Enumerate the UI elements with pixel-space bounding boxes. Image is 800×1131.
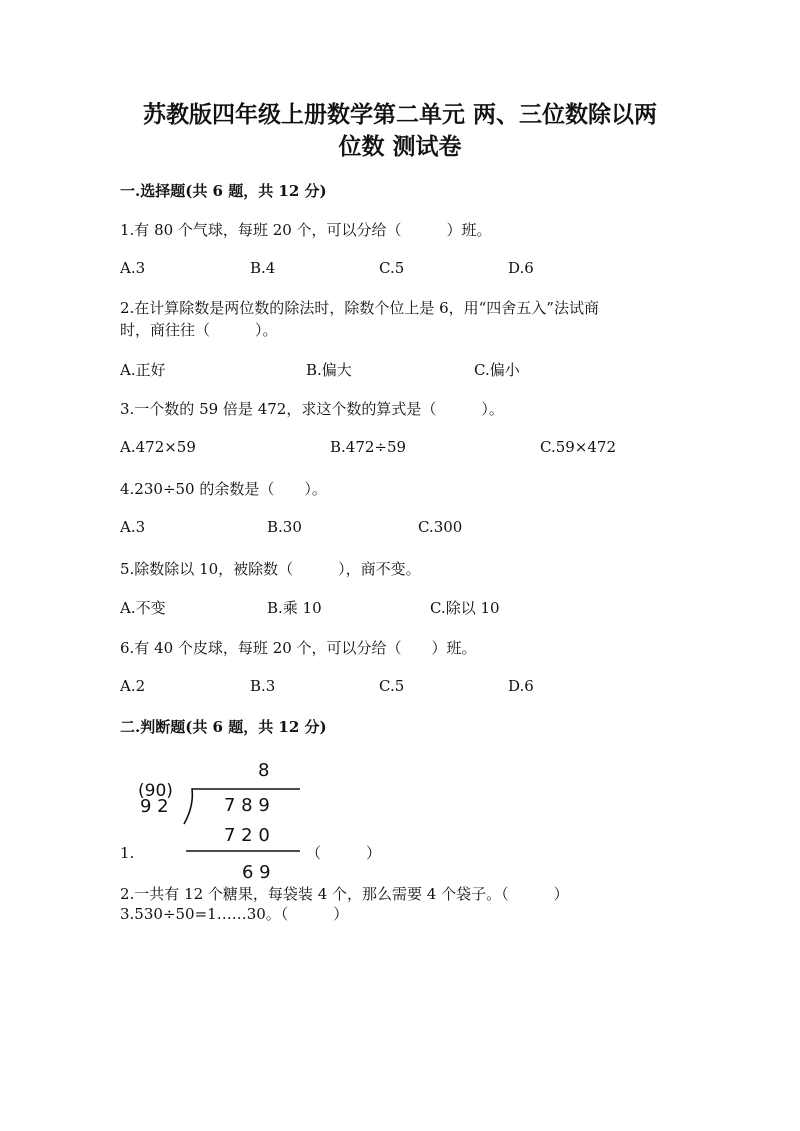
page-title-line1: 苏教版四年级上册数学第二单元 两、三位数除以两	[142, 101, 657, 128]
question-5-option-a: A.不变	[120, 599, 166, 617]
question-3-stem: 3.一个数的 59 倍是 472，求这个数的算式是（ ）。	[120, 400, 504, 418]
question-2-option-b: B.偏大	[306, 361, 352, 379]
judgement-1-number: 1.	[120, 844, 135, 862]
section-heading-judgement: 二.判断题(共 6 题，共 12 分)	[120, 718, 327, 736]
judgement-3: 3.530÷50=1……30。（ ）	[120, 905, 349, 923]
question-6-stem: 6.有 40 个皮球，每班 20 个，可以分给（ ）班。	[120, 639, 477, 657]
division-remainder: 6 9	[242, 862, 271, 883]
question-4-stem: 4.230÷50 的余数是（ ）。	[120, 480, 327, 498]
question-1-stem: 1.有 80 个气球，每班 20 个，可以分给（ ）班。	[120, 221, 492, 239]
question-6-option-b: B.3	[250, 677, 276, 695]
judgement-1-blank: （ ）	[306, 844, 382, 862]
question-4-option-c: C.300	[418, 518, 463, 536]
division-dividend: 7 8 9	[224, 795, 270, 816]
question-5-option-c: C.除以 10	[430, 599, 500, 617]
question-6-option-a: A.2	[120, 677, 146, 695]
question-3-option-c: C.59×472	[540, 438, 616, 456]
question-2-option-a: A.正好	[120, 361, 166, 379]
question-1-option-a: A.3	[120, 259, 146, 277]
question-2-option-c: C.偏小	[474, 361, 520, 379]
division-estimate: (90)	[138, 781, 173, 801]
question-5-stem: 5.除数除以 10，被除数（ ），商不变。	[120, 560, 421, 578]
question-5-option-b: B.乘 10	[267, 599, 322, 617]
question-1-option-b: B.4	[250, 259, 276, 277]
question-3-option-b: B.472÷59	[330, 438, 407, 456]
section-heading-choice: 一.选择题(共 6 题，共 12 分)	[120, 182, 327, 200]
question-1-option-d: D.6	[508, 259, 534, 277]
long-division-figure	[128, 758, 318, 884]
question-4-option-b: B.30	[267, 518, 302, 536]
question-6-option-c: C.5	[379, 677, 405, 695]
division-divisor: 9 2	[140, 796, 169, 817]
question-1-option-c: C.5	[379, 259, 405, 277]
page-title-line2: 位数 测试卷	[338, 133, 462, 160]
question-4-option-a: A.3	[120, 518, 146, 536]
judgement-2: 2.一共有 12 个糖果，每袋装 4 个，那么需要 4 个袋子。（ ）	[120, 885, 569, 903]
division-product: 7 2 0	[224, 825, 270, 846]
question-6-option-d: D.6	[508, 677, 534, 695]
question-2-stem-line2: 时，商往往（ ）。	[120, 321, 278, 339]
question-2-stem-line1: 2.在计算除数是两位数的除法时，除数个位上是 6，用“四舍五入”法试商	[120, 299, 599, 317]
division-quotient: 8	[258, 760, 270, 781]
question-3-option-a: A.472×59	[120, 438, 196, 456]
